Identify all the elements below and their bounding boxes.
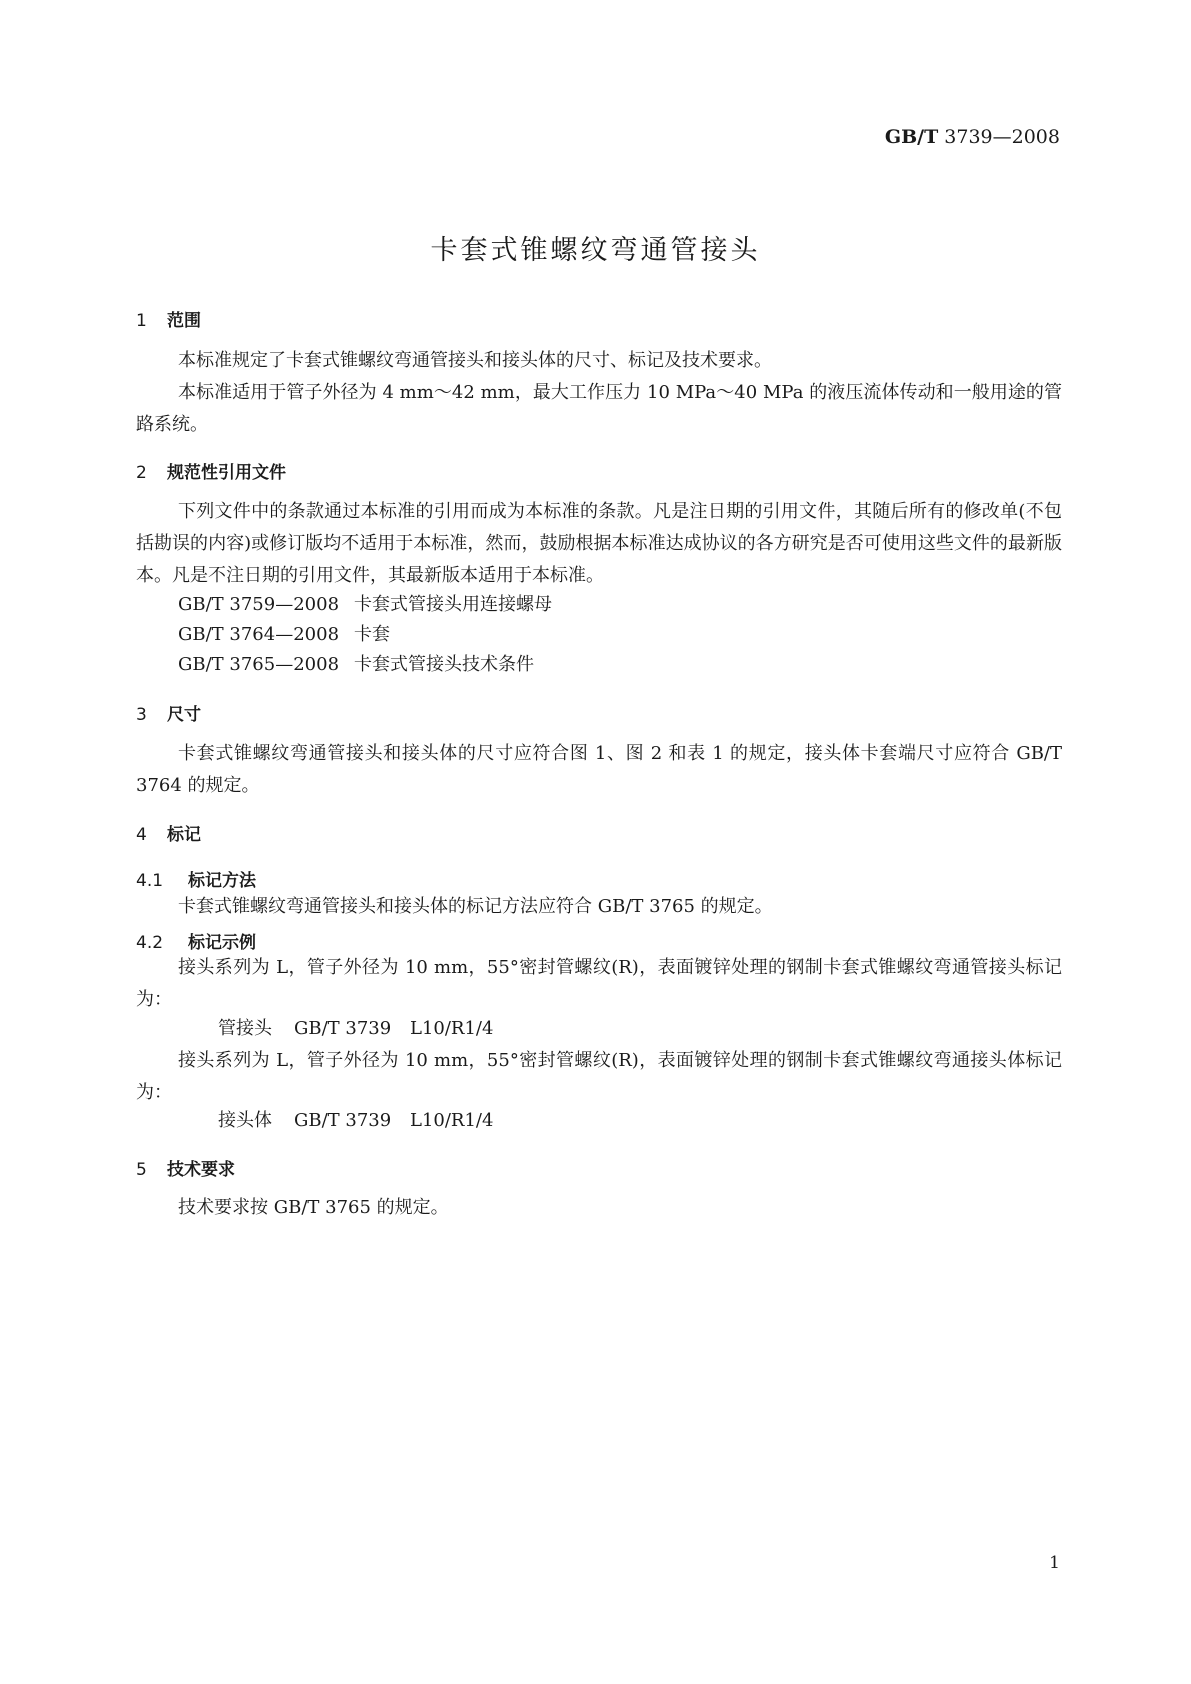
reference-title: 卡套 xyxy=(354,624,390,645)
section-1-paragraph-1: 本标准规定了卡套式锥螺纹弯通管接头和接头体的尺寸、标记及技术要求。 xyxy=(178,350,772,371)
section-1-heading xyxy=(136,306,201,331)
reference-title: 卡套式管接头技术条件 xyxy=(354,654,534,675)
page-number: 1 xyxy=(1049,1553,1060,1573)
section-number: 2 xyxy=(136,463,147,483)
section-5-paragraph-1: 技术要求按 GB/T 3765 的规定。 xyxy=(178,1197,449,1218)
subsection-4-2-paragraph-1: 接头系列为 L，管子外径为 10 mm，55°密封管螺纹(R)，表面镀锌处理的钢制卡套式锥螺纹弯通管接头标记为： xyxy=(136,957,1062,1010)
example-name: 接头体 xyxy=(218,1110,272,1131)
marking-example-1 xyxy=(218,1013,493,1045)
reference-code: GB/T 3765—2008 xyxy=(178,654,340,675)
section-1-paragraph-2: 本标准适用于管子外径为 4 mm～42 mm，最大工作压力 10 MPa～40 MPa 的液压流体传动和一般用途的管路系统。 xyxy=(136,382,1062,435)
example-mark: L10/R1/4 xyxy=(410,1110,494,1131)
reference-code: GB/T 3759—2008 xyxy=(178,594,340,615)
reference-item xyxy=(178,619,390,651)
subsection-number: 4.1 xyxy=(136,871,164,891)
section-number: 4 xyxy=(136,825,147,845)
example-code: GB/T 3739 xyxy=(294,1018,392,1039)
section-2-heading xyxy=(136,458,286,483)
section-title: 尺寸 xyxy=(167,705,201,725)
standard-number: 3739—2008 xyxy=(944,126,1060,148)
section-title: 范围 xyxy=(167,311,201,331)
subsection-title: 标记方法 xyxy=(188,871,256,891)
subsection-4-1-heading xyxy=(136,866,256,891)
example-code: GB/T 3739 xyxy=(294,1110,392,1131)
section-5-heading xyxy=(136,1155,235,1180)
reference-item xyxy=(178,649,534,681)
standard-prefix: GB/T xyxy=(884,126,939,148)
section-title: 技术要求 xyxy=(167,1160,235,1180)
subsection-4-2-paragraph-2: 接头系列为 L，管子外径为 10 mm，55°密封管螺纹(R)，表面镀锌处理的钢制卡套式锥螺纹弯通接头体标记为： xyxy=(136,1050,1062,1103)
subsection-4-2-heading xyxy=(136,928,256,953)
section-4-heading xyxy=(136,820,201,845)
page-title: 卡套式锥螺纹弯通管接头 xyxy=(430,235,761,266)
subsection-number: 4.2 xyxy=(136,933,164,953)
reference-title: 卡套式管接头用连接螺母 xyxy=(354,594,552,615)
section-number: 3 xyxy=(136,705,147,725)
section-3-heading xyxy=(136,700,201,725)
section-title: 标记 xyxy=(167,825,201,845)
section-3-paragraph-1: 卡套式锥螺纹弯通管接头和接头体的尺寸应符合图 1、图 2 和表 1 的规定，接头体卡套端尺寸应符合 GB/T 3764 的规定。 xyxy=(136,743,1062,796)
standard-code xyxy=(885,126,1060,148)
subsection-4-1-paragraph: 卡套式锥螺纹弯通管接头和接头体的标记方法应符合 GB/T 3765 的规定。 xyxy=(178,896,773,917)
example-name: 管接头 xyxy=(218,1018,272,1039)
marking-example-2 xyxy=(218,1105,493,1137)
section-number: 1 xyxy=(136,311,147,331)
section-2-paragraph-1: 下列文件中的条款通过本标准的引用而成为本标准的条款。凡是注日期的引用文件，其随后所有的修改单(不包括勘误的内容)或修订版均不适用于本标准，然而，鼓励根据本标准达成协议的各方研究是否可使用这些文件的最新版本。凡是不注日期的引用文件，其最新版本适用于本标准。 xyxy=(136,501,1062,586)
subsection-title: 标记示例 xyxy=(188,933,256,953)
section-title: 规范性引用文件 xyxy=(167,463,286,483)
reference-code: GB/T 3764—2008 xyxy=(178,624,340,645)
example-mark: L10/R1/4 xyxy=(410,1018,494,1039)
section-number: 5 xyxy=(136,1160,147,1180)
reference-item xyxy=(178,589,552,621)
